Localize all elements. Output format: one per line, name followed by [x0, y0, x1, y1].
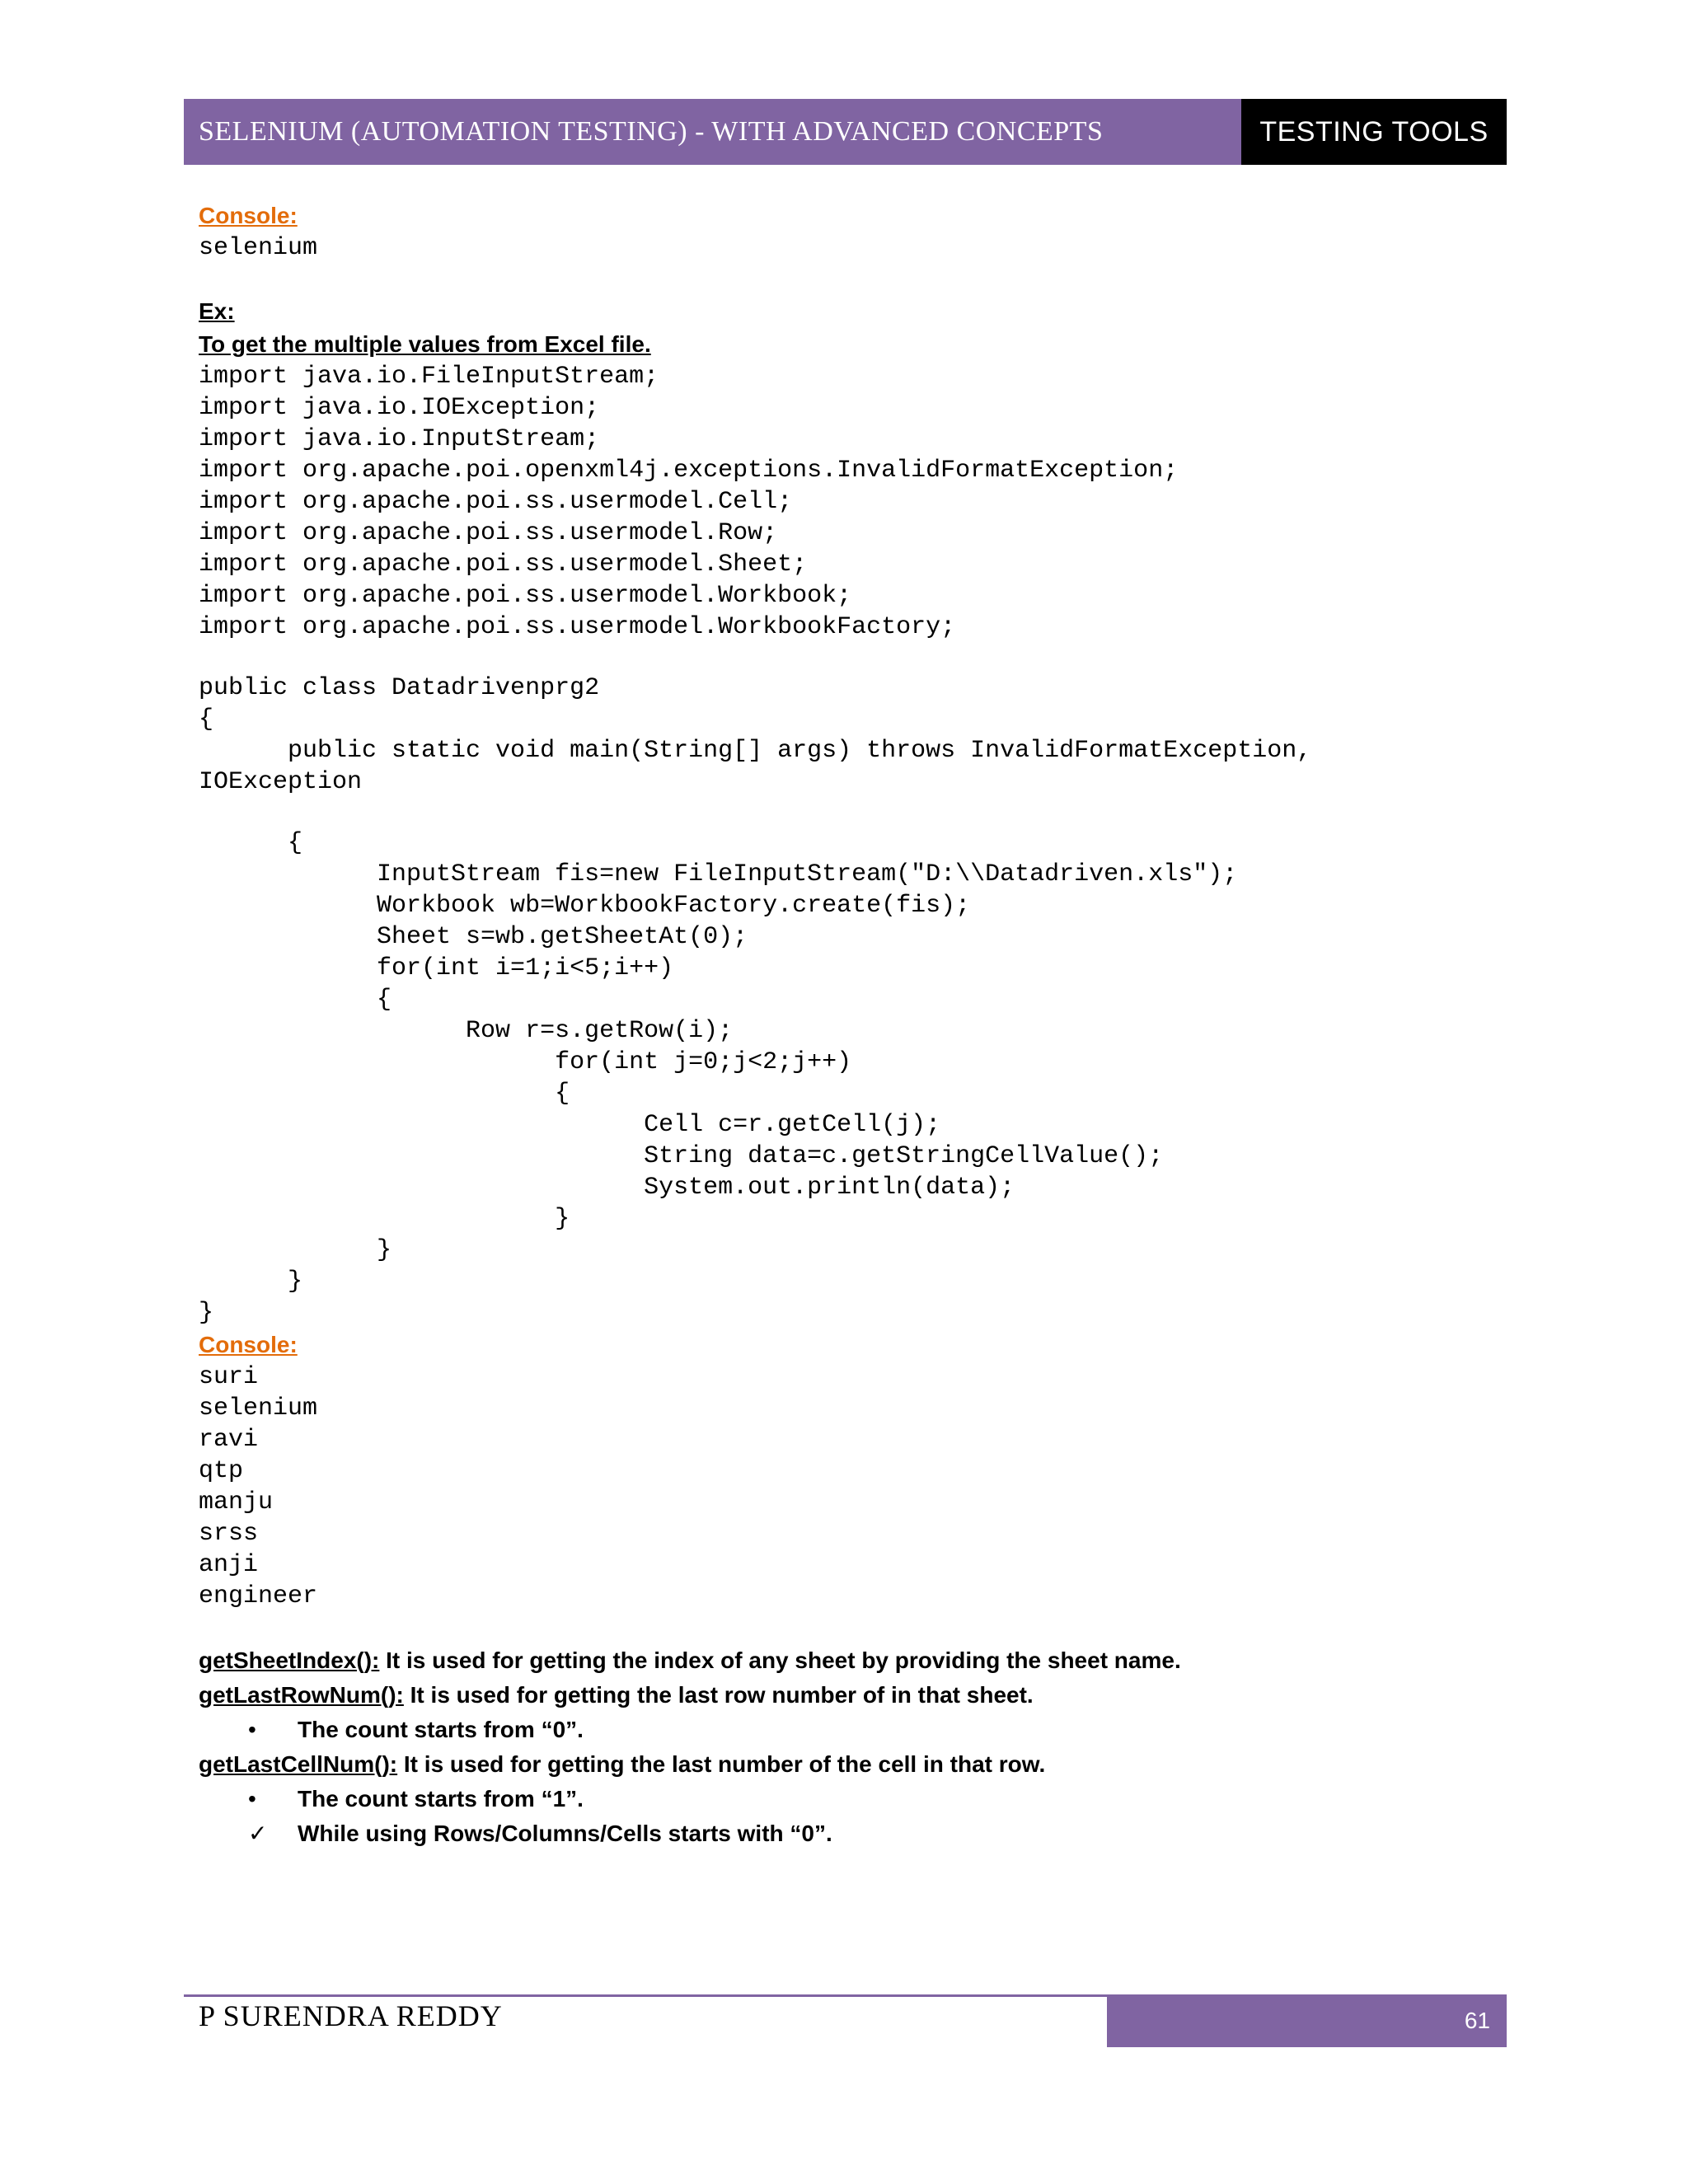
- code-line: Row r=s.getRow(i);: [199, 1017, 734, 1045]
- console-line: qtp: [199, 1457, 244, 1485]
- code-line: }: [199, 1268, 303, 1296]
- code-line: }: [199, 1299, 214, 1327]
- header-section: TESTING TOOLS: [1241, 99, 1507, 165]
- console-line: suri: [199, 1363, 259, 1391]
- page-number: 61: [1107, 1994, 1507, 2047]
- code-line: }: [199, 1205, 570, 1233]
- header-title: SELENIUM (AUTOMATION TESTING) - WITH ADVANCED CONCEPTS: [184, 99, 1241, 165]
- code-line: for(int j=0;j<2;j++): [199, 1048, 852, 1076]
- bullet-text: The count starts from “0”.: [298, 1717, 584, 1742]
- console-line: srss: [199, 1520, 259, 1548]
- code-line: System.out.println(data);: [199, 1174, 1015, 1202]
- method-description: It is used for getting the last row number of in that sheet.: [403, 1682, 1034, 1708]
- console-line: manju: [199, 1488, 274, 1516]
- code-line: import org.apache.poi.ss.usermodel.Workbook;: [199, 582, 852, 610]
- bullet-icon: •: [248, 1786, 256, 1811]
- code-block: [199, 361, 1501, 1329]
- code-line: {: [199, 1080, 570, 1108]
- code-line: for(int i=1;i<5;i++): [199, 954, 674, 982]
- code-line: {: [199, 829, 303, 857]
- code-line: import java.io.IOException;: [199, 394, 600, 422]
- code-line: import org.apache.poi.ss.usermodel.Row;: [199, 519, 778, 547]
- bullet-icon: •: [248, 1717, 256, 1742]
- code-line: String data=c.getStringCellValue();: [199, 1142, 1164, 1170]
- footer-author: P SURENDRA REDDY: [199, 1999, 503, 2032]
- code-line: import java.io.InputStream;: [199, 425, 600, 453]
- code-line: import org.apache.poi.openxml4j.exceptions.InvalidFormatException;: [199, 457, 1179, 485]
- bullet-text: The count starts from “1”.: [298, 1786, 584, 1811]
- method-term: getLastRowNum():: [199, 1682, 404, 1708]
- code-line: public class Datadrivenprg2: [199, 674, 600, 702]
- method-description: It is used for getting the last number of the cell in that row.: [397, 1751, 1046, 1777]
- page-header: [184, 99, 1507, 165]
- code-line: }: [199, 1236, 392, 1264]
- method-get-last-row-num: [199, 1678, 1501, 1713]
- checkmark-icon: ✓: [248, 1821, 268, 1846]
- console-line: selenium: [199, 234, 318, 262]
- console-line: anji: [199, 1551, 259, 1579]
- bullet-item: [199, 1782, 1501, 1816]
- code-line: import org.apache.poi.ss.usermodel.Cell;: [199, 488, 793, 516]
- check-text: While using Rows/Columns/Cells starts with “0”.: [298, 1821, 832, 1846]
- method-term: getSheetIndex():: [199, 1647, 380, 1673]
- console-line: engineer: [199, 1582, 318, 1610]
- console-line: selenium: [199, 1394, 318, 1422]
- code-line: InputStream fis=new FileInputStream("D:\\Datadriven.xls");: [199, 860, 1238, 888]
- code-line: Cell c=r.getCell(j);: [199, 1111, 941, 1139]
- page-content: [199, 199, 1501, 1851]
- code-line: import org.apache.poi.ss.usermodel.Sheet;: [199, 551, 808, 579]
- code-line: Workbook wb=WorkbookFactory.create(fis);: [199, 892, 971, 920]
- code-line: {: [199, 986, 392, 1014]
- code-line: import org.apache.poi.ss.usermodel.WorkbookFactory;: [199, 613, 956, 641]
- code-line: [199, 643, 1501, 673]
- code-line: Sheet s=wb.getSheetAt(0);: [199, 923, 748, 951]
- code-line: public static void main(String[] args) throws InvalidFormatException,: [199, 737, 1312, 765]
- console-output: [199, 1361, 1501, 1612]
- bullet-item: [199, 1713, 1501, 1747]
- check-item: [199, 1816, 1501, 1851]
- method-term: getLastCellNum():: [199, 1751, 398, 1777]
- example-heading: To get the multiple values from Excel file.: [199, 331, 651, 357]
- code-line: import java.io.FileInputStream;: [199, 363, 659, 391]
- console-line: ravi: [199, 1426, 259, 1454]
- method-get-sheet-index: [199, 1643, 1501, 1678]
- code-line: [199, 798, 1501, 827]
- console-label: Console:: [199, 1332, 298, 1357]
- code-line: {: [199, 705, 214, 733]
- method-get-last-cell-num: [199, 1747, 1501, 1782]
- code-line: IOException: [199, 768, 363, 796]
- method-description: It is used for getting the index of any sheet by providing the sheet name.: [379, 1647, 1181, 1673]
- console-output: [199, 232, 1501, 264]
- console-label: Console:: [199, 203, 298, 228]
- example-label: Ex:: [199, 298, 235, 324]
